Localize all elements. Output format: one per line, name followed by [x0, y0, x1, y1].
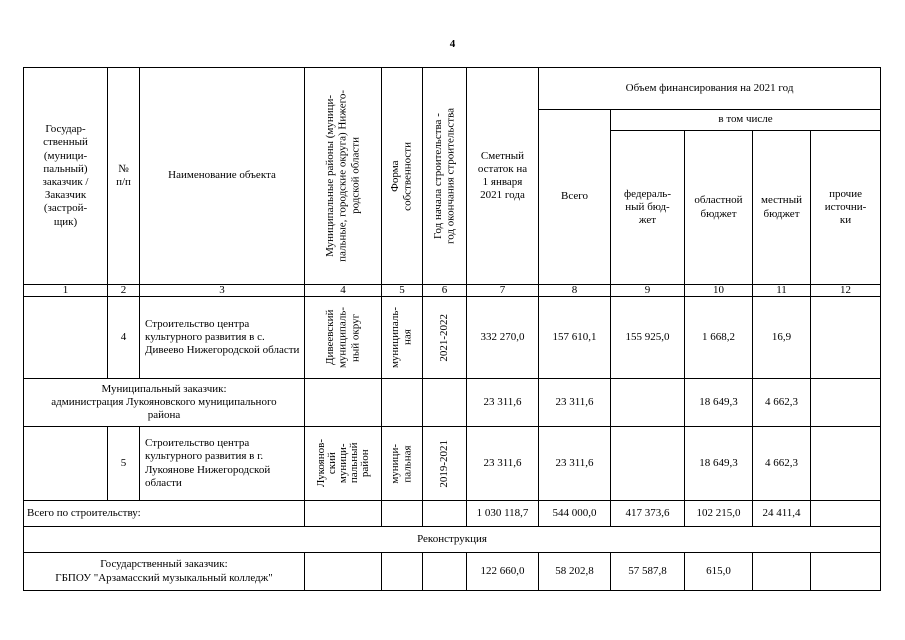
row-local: 4 662,3 — [753, 427, 811, 501]
table-row — [24, 379, 881, 427]
row-ownership — [382, 379, 423, 427]
header-ownership-text: Форма собственности — [389, 141, 414, 211]
row-federal: 155 925,0 — [611, 297, 685, 379]
header-years-text: Год начала строительства - год окончания строительства — [431, 108, 457, 244]
header-ownership — [382, 68, 423, 285]
column-number: 4 — [305, 285, 382, 297]
row-years-text: 2021-2022 — [438, 313, 451, 362]
row-federal: 417 373,6 — [611, 501, 685, 527]
row-ownership — [382, 297, 423, 379]
row-ownership — [382, 427, 423, 501]
row-other — [811, 379, 881, 427]
row-years — [423, 553, 467, 591]
row-regional: 615,0 — [685, 553, 753, 591]
row-district-text: Дивеевский муниципаль- ный округ — [324, 306, 362, 369]
table-row — [24, 427, 881, 501]
header-districts-text: Муниципальные районы (муници- пальные, городские округа) Нижего- родской области — [324, 90, 362, 262]
column-numbers-row — [24, 285, 881, 297]
column-number: 8 — [539, 285, 611, 297]
row-regional: 102 215,0 — [685, 501, 753, 527]
row-customer-label: Государственный заказчик: ГБПОУ "Арзамасский музыкальный колледж" — [24, 553, 305, 591]
row-district-text: Лукоянов- ский муници- пальный район — [314, 439, 371, 488]
header-local: местный бюджет — [753, 131, 811, 285]
header-customer: Государ- ственный (муници- пальный) заказчик / Заказчик (застрой- щик) — [24, 68, 108, 285]
header-other: прочие источни- ки — [811, 131, 881, 285]
header-estimate: Сметный остаток на 1 января 2021 года — [467, 68, 539, 285]
row-federal — [611, 427, 685, 501]
section-row — [24, 527, 881, 553]
column-number: 3 — [140, 285, 305, 297]
row-estimate: 23 311,6 — [467, 427, 539, 501]
row-local: 24 411,4 — [753, 501, 811, 527]
table-row — [24, 553, 881, 591]
row-ownership — [382, 501, 423, 527]
column-number: 5 — [382, 285, 423, 297]
row-federal: 57 587,8 — [611, 553, 685, 591]
row-estimate: 332 270,0 — [467, 297, 539, 379]
row-customer-cell — [24, 427, 108, 501]
row-ownership-text: муниципаль- ная — [389, 306, 414, 369]
row-total: 58 202,8 — [539, 553, 611, 591]
row-index: 4 — [108, 297, 140, 379]
financing-table — [23, 67, 881, 591]
construction-total-row — [24, 501, 881, 527]
row-ownership-text: муници- пальная — [389, 443, 414, 484]
row-other — [811, 427, 881, 501]
row-district — [305, 553, 382, 591]
row-other — [811, 501, 881, 527]
row-estimate: 1 030 118,7 — [467, 501, 539, 527]
row-total: 23 311,6 — [539, 379, 611, 427]
column-number: 9 — [611, 285, 685, 297]
header-row-1 — [24, 68, 881, 110]
row-district — [305, 501, 382, 527]
row-estimate: 122 660,0 — [467, 553, 539, 591]
header-federal: федераль- ный бюд- жет — [611, 131, 685, 285]
row-object-name: Строительство центра культурного развития в с. Дивеево Нижегородской области — [140, 297, 305, 379]
header-total: Всего — [539, 110, 611, 285]
column-number: 1 — [24, 285, 108, 297]
row-ownership — [382, 553, 423, 591]
row-years — [423, 427, 467, 501]
column-number: 11 — [753, 285, 811, 297]
table-row — [24, 297, 881, 379]
row-other — [811, 297, 881, 379]
row-object-name: Строительство центра культурного развития в г. Лукоянове Нижегородской области — [140, 427, 305, 501]
row-other — [811, 553, 881, 591]
header-years — [423, 68, 467, 285]
row-total: 157 610,1 — [539, 297, 611, 379]
row-total: 544 000,0 — [539, 501, 611, 527]
row-estimate: 23 311,6 — [467, 379, 539, 427]
header-index: № п/п — [108, 68, 140, 285]
row-years-text: 2019-2021 — [438, 439, 451, 488]
row-district — [305, 297, 382, 379]
header-funding: Объем финансирования на 2021 год — [539, 68, 881, 110]
header-regional: областной бюджет — [685, 131, 753, 285]
column-number: 6 — [423, 285, 467, 297]
row-years — [423, 379, 467, 427]
row-total: 23 311,6 — [539, 427, 611, 501]
column-number: 10 — [685, 285, 753, 297]
row-regional: 18 649,3 — [685, 379, 753, 427]
header-object-name: Наименование объекта — [140, 68, 305, 285]
row-regional: 1 668,2 — [685, 297, 753, 379]
row-customer-label: Муниципальный заказчик: администрация Лукояновского муниципального района — [24, 379, 305, 427]
column-number: 7 — [467, 285, 539, 297]
section-title: Реконструкция — [24, 527, 881, 553]
row-index: 5 — [108, 427, 140, 501]
row-district — [305, 379, 382, 427]
construction-total-label: Всего по строительству: — [24, 501, 305, 527]
row-federal — [611, 379, 685, 427]
row-regional: 18 649,3 — [685, 427, 753, 501]
header-districts — [305, 68, 382, 285]
row-local: 4 662,3 — [753, 379, 811, 427]
row-years — [423, 297, 467, 379]
row-local: 16,9 — [753, 297, 811, 379]
row-customer-cell — [24, 297, 108, 379]
column-number: 2 — [108, 285, 140, 297]
row-years — [423, 501, 467, 527]
header-including: в том числе — [611, 110, 881, 131]
row-local — [753, 553, 811, 591]
column-number: 12 — [811, 285, 881, 297]
page-number: 4 — [449, 38, 456, 50]
row-district — [305, 427, 382, 501]
